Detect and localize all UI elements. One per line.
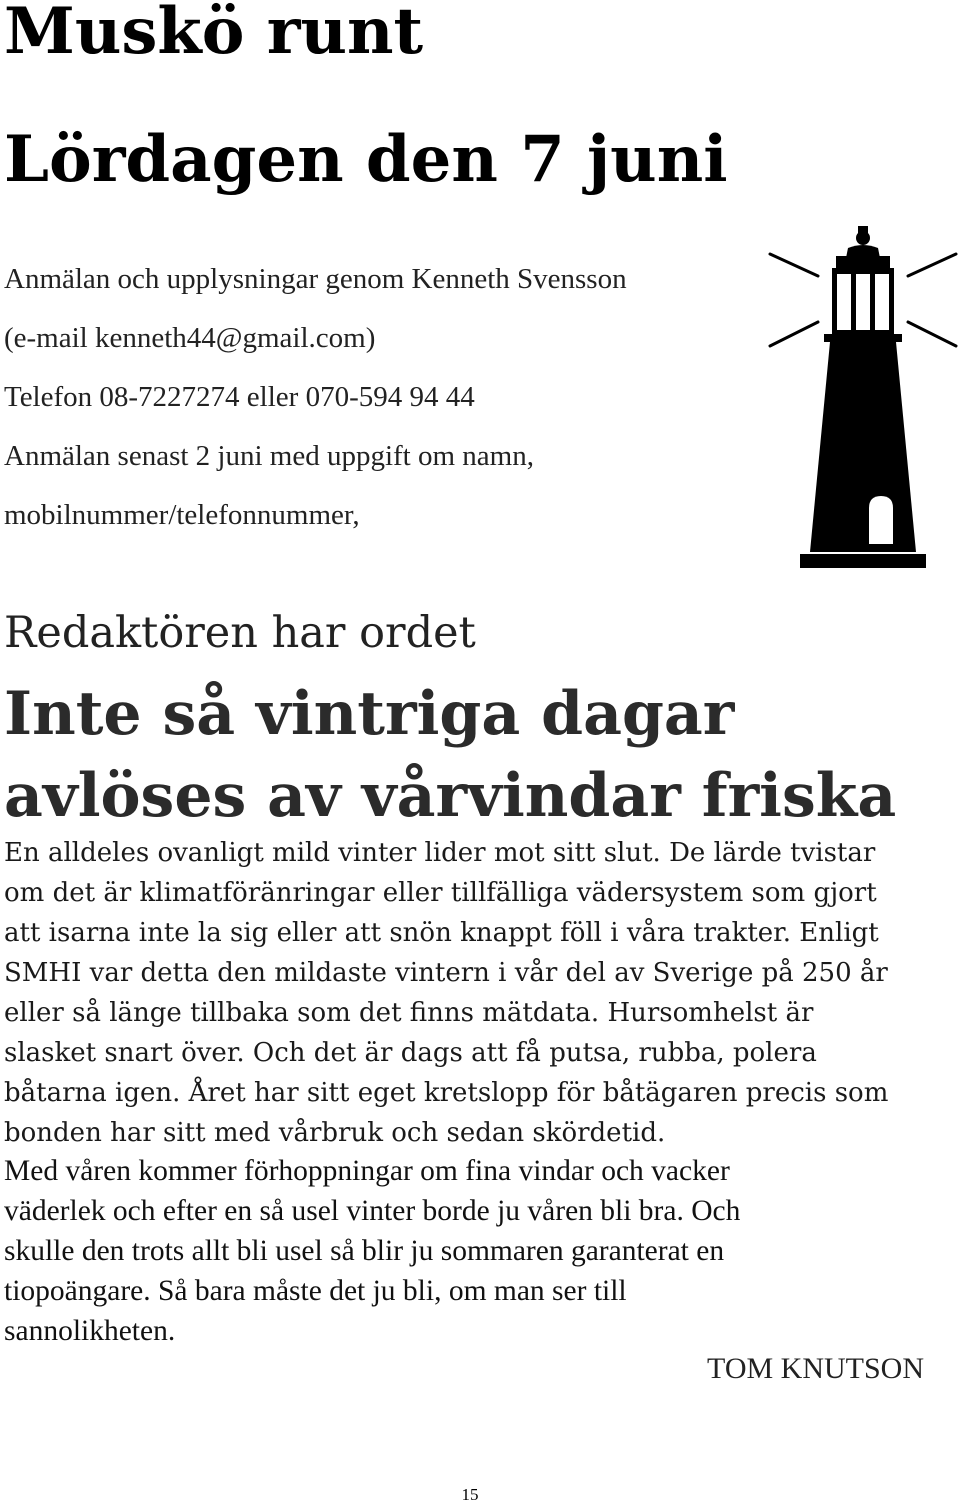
tower-base — [800, 554, 926, 568]
body-line: Med våren kommer förhoppningar om fina vindar och vacker — [4, 1155, 730, 1187]
lantern-window — [837, 274, 851, 330]
body-line: skulle den trots allt bli usel så blir ju sommaren garanterat en — [4, 1235, 725, 1267]
editorial-body-continued — [4, 1151, 954, 1351]
body-line: båtarna igen. Året har sitt eget kretslopp för båtägaren precis som — [4, 1078, 889, 1108]
editorial-headline — [4, 673, 896, 837]
tower-door — [869, 496, 893, 544]
body-line: SMHI var detta den mildaste vintern i vår del av Sverige på 250 år — [4, 958, 888, 988]
gallery-rail — [824, 334, 902, 342]
info-line: (e-mail kenneth44@gmail.com) — [4, 322, 376, 354]
lighthouse-icon — [766, 222, 960, 572]
finial-ball — [856, 231, 870, 245]
info-line: mobilnummer/telefonnummer, — [4, 499, 360, 531]
body-line: om det är klimatföränringar eller tillfälliga vädersystem som gjort — [4, 878, 877, 908]
editorial-body — [4, 833, 954, 1153]
lantern-window — [856, 274, 870, 330]
tower-body — [810, 342, 916, 552]
registration-info — [4, 250, 764, 545]
light-ray — [908, 254, 956, 276]
lantern-window — [875, 274, 889, 330]
body-line: tiopoängare. Så bara måste det ju bli, om man ser till — [4, 1275, 627, 1307]
headline-line: avlöses av vårvindar friska — [4, 761, 897, 831]
editorial-kicker: Redaktören har ordet — [4, 608, 476, 658]
event-title: Muskö runt — [4, 0, 424, 69]
lantern-cap — [836, 256, 890, 268]
headline-line: Inte så vintriga dagar — [4, 679, 735, 749]
light-ray — [770, 254, 818, 276]
body-line: väderlek och efter en så usel vinter borde ju våren bli bra. Och — [4, 1195, 741, 1227]
body-line: eller så länge tillbaka som det finns mätdata. Hursomhelst är — [4, 998, 814, 1028]
info-line: Anmälan och upplysningar genom Kenneth Svensson — [4, 263, 627, 295]
body-line: att isarna inte la sig eller att snön knappt föll i våra trakter. Enligt — [4, 918, 879, 948]
info-line: Telefon 08-7227274 eller 070-594 94 44 — [4, 381, 475, 413]
event-date: Lördagen den 7 juni — [4, 122, 728, 197]
body-line: bonden har sitt med vårbruk och sedan skördetid. — [4, 1118, 666, 1148]
light-ray — [770, 322, 818, 346]
body-line: En alldeles ovanligt mild vinter lider mot sitt slut. De lärde tvistar — [4, 838, 876, 868]
info-line: Anmälan senast 2 juni med uppgift om namn, — [4, 440, 534, 472]
light-ray — [908, 322, 956, 346]
author-signature: TOM KNUTSON — [707, 1352, 924, 1385]
body-line: sannolikheten. — [4, 1315, 176, 1347]
page-number: 15 — [461, 1485, 479, 1504]
body-line: slasket snart över. Och det är dags att få putsa, rubba, polera — [4, 1038, 817, 1068]
